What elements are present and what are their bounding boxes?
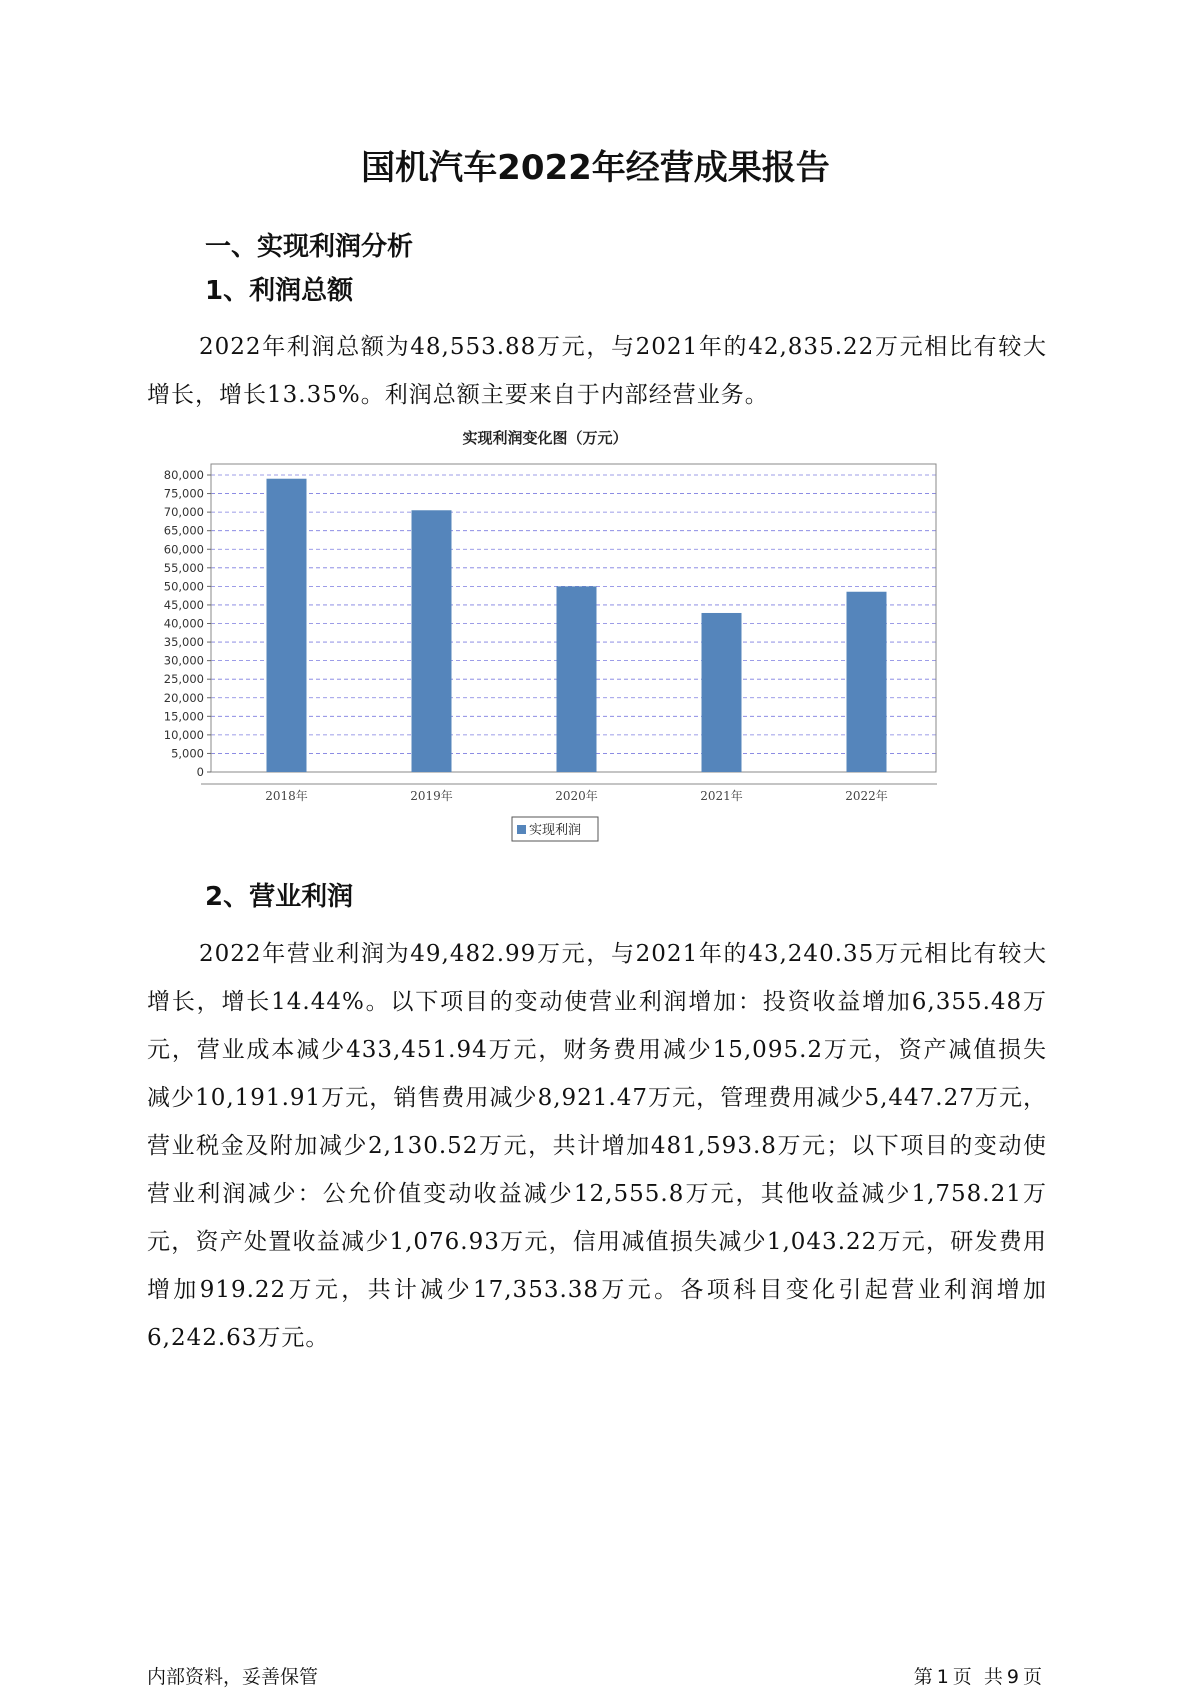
bar-2022年 [847,592,887,772]
bar-2019年 [412,510,452,772]
bar-2018年 [267,479,307,772]
total-profit-paragraph: 2022年利润总额为48,553.88万元，与2021年的42,835.22万元相比有较大增长，增长13.35%。利润总额主要来自于内部经营业务。 [147,334,1047,408]
subsection-heading-operating-profit: 2、营业利润 [205,882,354,912]
chart-bars [267,479,887,772]
bar-2020年 [557,586,597,772]
y-tick-label: 5,000 [171,746,204,761]
y-tick-label: 40,000 [163,616,204,631]
page-current: 1 [936,1666,949,1688]
legend-swatch [517,825,526,834]
y-tick-label: 75,000 [163,486,204,501]
document-title: 国机汽车2022年经营成果报告 [361,148,830,188]
y-tick-label: 0 [196,765,204,779]
y-tick-label: 50,000 [163,579,204,594]
chart-legend [512,817,598,841]
section-heading-profit-analysis: 一、实现利润分析 [205,232,414,262]
y-tick-label: 30,000 [163,653,204,668]
y-tick-label: 20,000 [163,690,204,705]
x-tick-label: 2020年 [555,789,598,803]
footer-page-number [912,1662,1044,1689]
x-tick-label: 2022年 [845,789,888,803]
y-tick-label: 15,000 [163,709,204,724]
y-tick-label: 25,000 [163,672,204,687]
y-tick-label: 80,000 [163,468,204,482]
y-axis-ticks [164,468,211,779]
x-tick-label: 2019年 [410,789,453,803]
page-prefix: 第 [913,1666,933,1688]
y-tick-label: 70,000 [163,505,204,520]
y-tick-label: 45,000 [163,597,204,612]
y-tick-label: 55,000 [163,560,204,575]
legend-label: 实现利润 [529,823,582,838]
page-suffix: 页 [1022,1666,1042,1688]
page-total: 9 [1006,1666,1019,1688]
y-tick-label: 65,000 [163,523,204,538]
x-tick-label: 2021年 [700,789,743,803]
y-tick-label: 10,000 [163,727,204,742]
profit-chart [130,425,1030,915]
profit-bar-chart [130,425,1030,915]
bar-2021年 [702,613,742,772]
footer-confidential-note: 内部资料，妥善保管 [147,1666,319,1688]
x-tick-label: 2018年 [265,789,308,803]
y-tick-label: 60,000 [163,542,204,557]
chart-title: 实现利润变化图（万元） [462,429,628,447]
y-tick-label: 35,000 [163,635,204,650]
x-axis-ticks [201,784,937,803]
page-mid: 页 共 [952,1666,1003,1688]
operating-profit-paragraph: 2022年营业利润为49,482.99万元，与2021年的43,240.35万元相比有较大增长，增长14.44%。以下项目的变动使营业利润增加：投资收益增加6,355.48万元，营业成本减少433,451.94万元，财务费用减少15,095.2万元，资产减值损失减少10,191.91万元，销售费用减少8,921.47万元，管理费用减少5,447.27万元，营业税金及附加减少2,130.52万元，共计增加481,593.8万元；以下项目的变动使营业利润减少：公允价值变动收益减少12,555.8万元，其他收益减少1,758.21万元，资产处置收益减少1,076.93万元，信用减值损失减少1,043.22万元，研发费用增加919.22万元，共计减少17,353.38万元。各项科目变化引起营业利润增加6,242.63万元。 [147,941,1047,1351]
subsection-heading-total-profit: 1、利润总额 [205,276,354,306]
